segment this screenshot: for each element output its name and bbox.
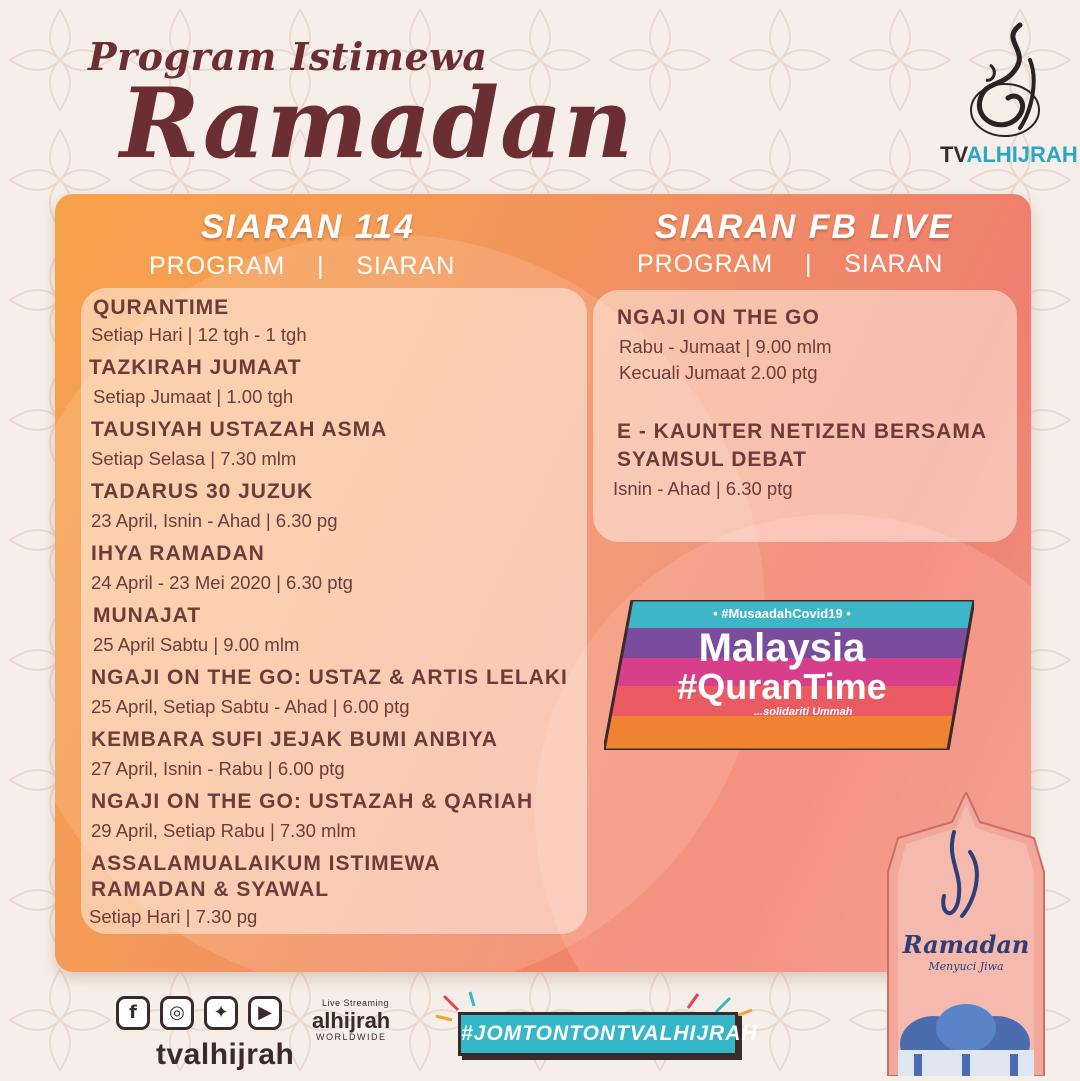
program-schedule: Rabu - Jumaat | 9.00 mlm — [619, 336, 832, 357]
program-title: NGAJI ON THE GO: USTAZAH & QARIAH — [91, 790, 534, 813]
siaran-114-title: SIARAN 114 — [201, 208, 415, 246]
ramadan-lantern — [884, 792, 1048, 1076]
program-title: IHYA RAMADAN — [91, 542, 265, 565]
program-schedule: Setiap Hari | 7.30 pg — [89, 906, 258, 927]
program-schedule-note: Kecuali Jumaat 2.00 ptg — [619, 362, 818, 383]
calligraphy-logo-icon — [960, 20, 1050, 140]
logo-text: TVALHIJRAH — [940, 142, 1078, 167]
badge-line2: #QuranTime — [677, 666, 887, 707]
hashtag-label[interactable]: #JOMTONTONTVALHIJRAH — [458, 1012, 738, 1056]
program-title: KEMBARA SUFI JEJAK BUMI ANBIYA — [91, 728, 498, 751]
streaming-label: Live Streaming — [322, 998, 390, 1008]
twitter-icon[interactable]: ✦ — [204, 996, 238, 1030]
program-schedule: 25 April Sabtu | 9.00 mlm — [93, 634, 300, 655]
program-title: TADARUS 30 JUZUK — [91, 480, 314, 503]
program-schedule: 23 April, Isnin - Ahad | 6.30 pg — [91, 510, 338, 531]
streaming-sub: WORLDWIDE — [316, 1032, 387, 1042]
program-schedule: 25 April, Setiap Sabtu - Ahad | 6.00 ptg — [91, 696, 410, 717]
social-handle[interactable]: tvalhijrah — [156, 1038, 295, 1071]
youtube-icon[interactable]: ▶ — [248, 996, 282, 1030]
badge-tagline: ...solidariti Ummah — [754, 706, 853, 718]
program-schedule: 27 April, Isnin - Rabu | 6.00 ptg — [91, 758, 345, 779]
malaysia-qurantime-badge — [604, 600, 974, 750]
program-title: NGAJI ON THE GO — [617, 306, 820, 329]
siaran-114-subheader: PROGRAM | SIARAN — [149, 252, 456, 280]
program-title: TAUSIYAH USTAZAH ASMA — [91, 418, 388, 441]
program-schedule: Setiap Hari | 12 tgh - 1 tgh — [91, 324, 307, 345]
program-schedule: Setiap Selasa | 7.30 mlm — [91, 448, 297, 469]
fb-live-title: SIARAN FB LIVE — [655, 208, 954, 246]
lantern-title: Ramadan — [902, 930, 1030, 959]
siaran-114-card — [81, 288, 587, 934]
program-title: MUNAJAT — [93, 604, 202, 627]
program-title: TAZKIRAH JUMAAT — [89, 356, 302, 379]
program-title: NGAJI ON THE GO: USTAZ & ARTIS LELAKI — [91, 666, 568, 689]
program-schedule: Setiap Jumaat | 1.00 tgh — [93, 386, 294, 407]
badge-line1: Malaysia — [698, 626, 866, 670]
fb-live-card — [593, 290, 1017, 542]
program-title: ASSALAMUALAIKUM ISTIMEWA — [91, 852, 441, 875]
instagram-icon[interactable]: ◎ — [160, 996, 194, 1030]
program-title-line2: RAMADAN & SYAWAL — [91, 878, 330, 901]
program-schedule: Isnin - Ahad | 6.30 ptg — [613, 478, 793, 499]
fb-live-subheader: PROGRAM | SIARAN — [637, 250, 944, 278]
page-title: Ramadan — [120, 67, 635, 180]
program-title-line2: SYAMSUL DEBAT — [617, 448, 807, 471]
program-title: QURANTIME — [93, 296, 230, 319]
badge-hashtag: • #MusaadahCovid19 • — [713, 606, 851, 621]
program-schedule: 24 April - 23 Mei 2020 | 6.30 ptg — [91, 572, 353, 593]
program-schedule: 29 April, Setiap Rabu | 7.30 mlm — [91, 820, 356, 841]
streaming-name[interactable]: alhijrah — [312, 1008, 391, 1033]
lantern-subtitle: Menyuci Jiwa — [928, 960, 1004, 973]
facebook-icon[interactable]: f — [116, 996, 150, 1030]
program-title: E - KAUNTER NETIZEN BERSAMA — [617, 420, 988, 443]
subtitle-program-istimewa: Program Istimewa — [88, 34, 488, 79]
hashtag-banner — [430, 990, 770, 1070]
tvalhijrah-logo — [940, 20, 1078, 185]
